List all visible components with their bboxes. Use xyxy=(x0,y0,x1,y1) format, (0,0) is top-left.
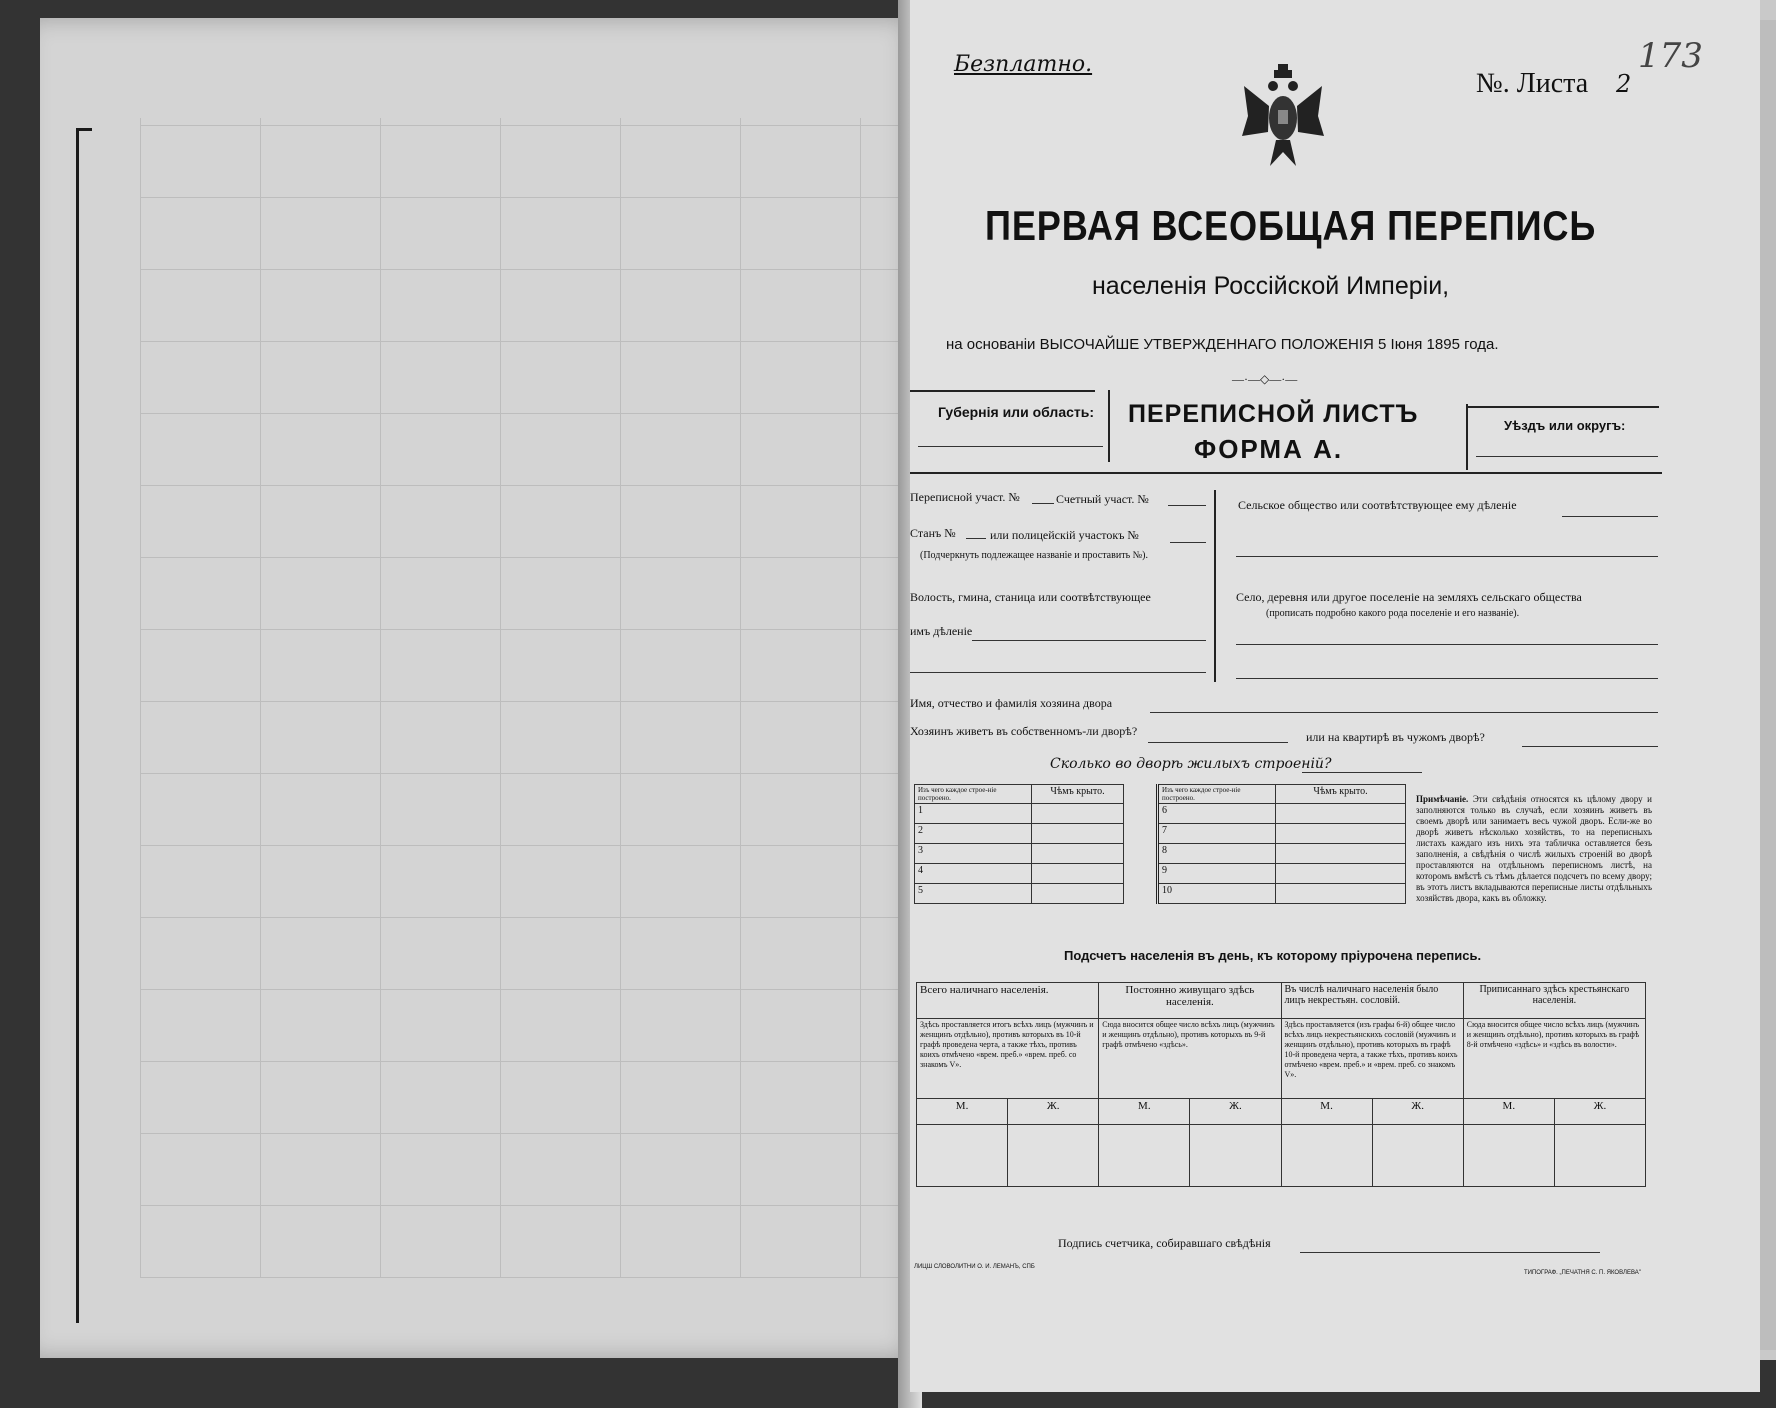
form-header-divider xyxy=(1108,390,1110,462)
count-title: Подсчетъ населенія въ день, къ которому пріурочена перепись. xyxy=(1064,948,1482,963)
form-header-bottom-rule xyxy=(910,472,1662,474)
buildings-note xyxy=(1416,794,1652,904)
building-row-10: 10 xyxy=(1158,884,1276,904)
underline-note: (Подчеркнуть подлежащее названіе и проставить №). xyxy=(920,550,1148,561)
col-material: Изъ чего каждое строе-ніе построено. xyxy=(915,785,1032,804)
population-count-table xyxy=(916,982,1646,1187)
signature-label: Подпись счетчика, собиравшаго свѣдѣнія xyxy=(1058,1236,1271,1250)
right-printer: ТИПОГРАФ. „ПЕЧАТНЯ С. П. ЯКОВЛЕВА" xyxy=(1524,1270,1641,1276)
imperial-eagle-emblem xyxy=(1240,56,1326,190)
province-label: Губернія или область: xyxy=(938,404,1095,420)
left-rule-tick xyxy=(76,128,92,131)
count-male-4: М. xyxy=(1463,1099,1554,1125)
count-col-2-desc: Сюда вносится общее число всѣхъ лицъ (мужчинъ и женщинъ отдѣльно), противъ которыхъ въ 9-й графѣ отмѣчено «здѣсь». xyxy=(1099,1019,1281,1099)
counting-plot-field xyxy=(1168,505,1206,506)
building-row-3: 3 xyxy=(915,844,1032,864)
police-field xyxy=(1170,542,1206,543)
buildings-field xyxy=(1302,772,1422,773)
col-material-2: Изъ чего каждое строе-ніе построено. xyxy=(1158,785,1276,804)
rural-society-field-2 xyxy=(1236,556,1658,557)
census-plot-field xyxy=(1032,503,1054,504)
archive-folio: 173 xyxy=(1638,36,1703,76)
bleed-through-grid xyxy=(140,118,900,1278)
building-row-7: 7 xyxy=(1158,824,1276,844)
count-male-2: М. xyxy=(1099,1099,1190,1125)
buildings-table-right xyxy=(1156,784,1406,904)
count-female-1: Ж. xyxy=(1008,1099,1099,1125)
form-title-1: ПЕРЕПИСНОЙ ЛИСТЪ xyxy=(1128,400,1419,428)
count-col-4-head: Приписаннаго здѣсь крестьянскаго населенія. xyxy=(1463,983,1645,1019)
volost-field-2 xyxy=(910,672,1206,673)
col-roof: Чѣмъ крыто. xyxy=(1032,785,1124,804)
count-male-3: М. xyxy=(1281,1099,1372,1125)
owner-name-field xyxy=(1150,712,1658,713)
counting-plot-label: Счетный участ. № xyxy=(1056,492,1149,506)
count-col-1-head: Всего наличнаго населенія. xyxy=(917,983,1099,1019)
basis-line: на основаніи ВЫСОЧАЙШЕ УТВЕРЖДЕННАГО ПОЛОЖЕНІЯ 5 Іюня 1895 года. xyxy=(946,336,1499,353)
sheet-number-value: 2 xyxy=(1616,70,1632,98)
left-printer: ЛИЦШ СЛОВОЛИТНИ О. И. ЛЕМАНЪ, СПБ xyxy=(914,1264,1035,1270)
fields-column-divider xyxy=(1214,490,1216,682)
building-row-4: 4 xyxy=(915,864,1032,884)
village-field xyxy=(1236,644,1658,645)
count-female-4: Ж. xyxy=(1554,1099,1645,1125)
sheet-number-label: №. Листа xyxy=(1476,68,1589,99)
rural-society-label: Сельское общество или соотвѣтствующее ему дѣленіе xyxy=(1238,498,1517,512)
owner-own-yard-field xyxy=(1148,742,1288,743)
camp-label: Станъ № xyxy=(910,526,956,540)
building-row-8: 8 xyxy=(1158,844,1276,864)
form-header-rule xyxy=(910,390,1095,392)
buildings-question: Сколько во дворѣ жилыхъ строеній? xyxy=(1050,756,1332,772)
note-heading: Примѣчаніе. xyxy=(1416,794,1469,804)
title-ornament: —·—◇—·— xyxy=(1232,372,1298,386)
camp-field xyxy=(966,538,986,539)
count-col-3-head: Въ числѣ наличнаго населенія было лицъ некрестьян. сословій. xyxy=(1281,983,1463,1019)
owner-name-label: Имя, отчество и фамилія хозяина двора xyxy=(910,696,1113,710)
col-roof-2: Чѣмъ крыто. xyxy=(1276,785,1406,804)
rural-society-field xyxy=(1562,516,1658,517)
form-title-2: ФОРМА А. xyxy=(1194,434,1344,464)
volost-label: Волость, гмина, станица или соотвѣтствующее xyxy=(910,590,1151,604)
count-col-1-desc: Здѣсь проставляется итогъ всѣхъ лицъ (мужчинъ и женщинъ отдѣльно), противъ которыхъ въ 10-й графѣ проведена черта, а также тѣхъ, противъ коихъ отмѣчено «врем. преб.» «врем. преб. со знакомъ V». xyxy=(917,1019,1099,1099)
volost-label-2: имъ дѣленіе xyxy=(910,624,973,638)
main-title: ПЕРВАЯ ВСЕОБЩАЯ ПЕРЕПИСЬ xyxy=(985,202,1597,249)
census-form-page xyxy=(910,0,1760,1392)
building-row-5: 5 xyxy=(915,884,1032,904)
census-plot-label: Переписной участ. № xyxy=(910,490,1020,504)
count-male-1: М. xyxy=(917,1099,1008,1125)
building-row-6: 6 xyxy=(1158,804,1276,824)
district-field xyxy=(1476,456,1658,457)
form-header-divider-2 xyxy=(1466,404,1468,470)
owner-rent-label: или на квартирѣ въ чужомъ дворѣ? xyxy=(1306,730,1485,744)
district-label: Уѣздъ или округъ: xyxy=(1504,418,1626,433)
free-label: Безплатно. xyxy=(954,52,1093,77)
owner-own-yard-label: Хозяинъ живетъ въ собственномъ-ли дворѣ? xyxy=(910,724,1138,738)
signature-field xyxy=(1300,1252,1600,1253)
left-page xyxy=(40,18,922,1358)
building-row-9: 9 xyxy=(1158,864,1276,884)
count-female-3: Ж. xyxy=(1372,1099,1463,1125)
left-margin-rule xyxy=(76,128,79,1323)
count-female-2: Ж. xyxy=(1190,1099,1281,1125)
village-label: Село, деревня или другое поселеніе на земляхъ сельскаго общества xyxy=(1236,590,1582,604)
volost-field xyxy=(972,640,1206,641)
building-row-1: 1 xyxy=(915,804,1032,824)
province-field xyxy=(918,446,1103,447)
form-header-rule-right xyxy=(1467,406,1659,408)
building-row-2: 2 xyxy=(915,824,1032,844)
village-field-2 xyxy=(1236,678,1658,679)
count-col-3-desc: Здѣсь проставляется (изъ графы 6-й) общее число всѣхъ лицъ некрестьянскихъ сословій (мужчинъ и женщинъ отдѣльно), противъ которыхъ въ графѣ 10-й проведена черта, а также тѣхъ, противъ коихъ отмѣчено «врем. преб.» и «врем. преб. со знакомъ V». xyxy=(1281,1019,1463,1099)
buildings-table-left xyxy=(914,784,1124,904)
village-note: (прописать подробно какого рода поселеніе и его названіе). xyxy=(1266,608,1520,619)
note-text: Эти свѣдѣнія относятся къ цѣлому двору и заполняются только въ случаѣ, если хозяинъ живетъ въ своемъ дворѣ или занимаетъ весь чужой дворъ. Если-же во дворѣ живетъ нѣсколько хозяйствъ, то на переписныхъ листахъ каждаго изъ нихъ эта табличка оставляется безъ заполненія, а свѣдѣнія о числѣ жилыхъ строеній во дворѣ проставляются на отдѣльномъ переписномъ листѣ, на которомъ вмѣстѣ съ тѣмъ дѣлается подсчетъ по всему двору; въ этотъ листъ вкладываются переписные листы отдѣльныхъ хозяйствъ двора, какъ въ обложку. xyxy=(1416,794,1652,903)
owner-rent-field xyxy=(1522,746,1658,747)
sub-title: населенія Россійской Имперіи, xyxy=(1092,272,1450,300)
police-label: или полицейскій участокъ № xyxy=(990,528,1139,542)
count-col-2-head: Постоянно живущаго здѣсь населенія. xyxy=(1099,983,1281,1019)
count-col-4-desc: Сюда вносится общее число всѣхъ лицъ (мужчинъ и женщинъ отдѣльно), противъ которыхъ въ графѣ 8-й отмѣчено «здѣсь» и «здѣсь въ волости». xyxy=(1463,1019,1645,1099)
